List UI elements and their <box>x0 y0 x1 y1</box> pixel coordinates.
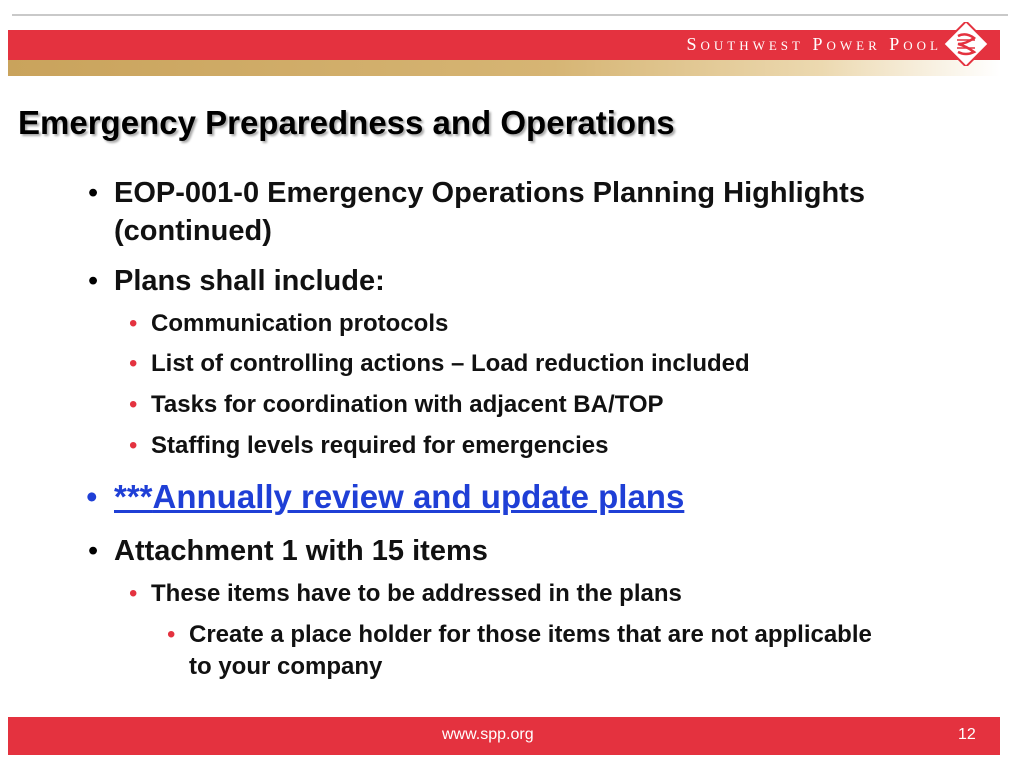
link-text: Annually review and update plans <box>152 478 685 515</box>
sub-bullet-staffing <box>129 431 911 461</box>
bullet-text: Attachment 1 with 15 items <box>114 535 488 567</box>
bullet-dot-icon: • <box>88 177 99 209</box>
link-prefix: *** <box>114 478 153 515</box>
footer-url[interactable]: www.spp.org <box>442 726 534 743</box>
bullet-attachment <box>88 532 874 570</box>
sub-bullet-text: List of controlling actions – Load reduction included <box>151 350 750 377</box>
bullet-dot-icon: • <box>129 310 138 337</box>
brand-name: Southwest Power Pool <box>686 34 942 54</box>
sub-bullet-text: These items have to be addressed in the plans <box>151 580 682 607</box>
sub-bullet-controlling-actions <box>129 349 911 379</box>
sub-bullet-items-addressed <box>129 579 911 609</box>
bullet-dot-icon: • <box>86 478 98 515</box>
bullet-text: EOP-001-0 Emergency Operations Planning Highlights (continued) <box>114 177 865 247</box>
bullet-dot-icon: • <box>129 580 138 607</box>
sub-sub-bullet-text: Create a place holder for those items that are not applicable to your company <box>189 621 872 680</box>
slide-title: Emergency Preparedness and Operations <box>18 104 675 141</box>
bullet-dot-icon: • <box>129 350 138 377</box>
sub-bullet-text: Tasks for coordination with adjacent BA/TOP <box>151 391 664 418</box>
bullet-eop-highlights <box>88 174 874 250</box>
page-number: 12 <box>958 726 976 743</box>
bullet-dot-icon: • <box>88 265 99 297</box>
sub-bullet-communication <box>129 309 911 339</box>
bullet-plans-include <box>88 262 874 300</box>
bullet-dot-icon: • <box>129 391 138 418</box>
bullet-dot-icon: • <box>129 432 138 459</box>
bullet-dot-icon: • <box>88 535 99 567</box>
sub-bullet-text: Staffing levels required for emergencies <box>151 432 609 459</box>
bullet-annual-review <box>86 476 914 518</box>
sub-sub-bullet-placeholder <box>167 619 879 683</box>
bullet-text: Plans shall include: <box>114 265 385 297</box>
sub-bullet-coordination <box>129 390 911 420</box>
bullet-dot-icon: • <box>167 621 176 648</box>
sub-bullet-text: Communication protocols <box>151 310 449 337</box>
annual-review-link[interactable] <box>114 478 684 515</box>
